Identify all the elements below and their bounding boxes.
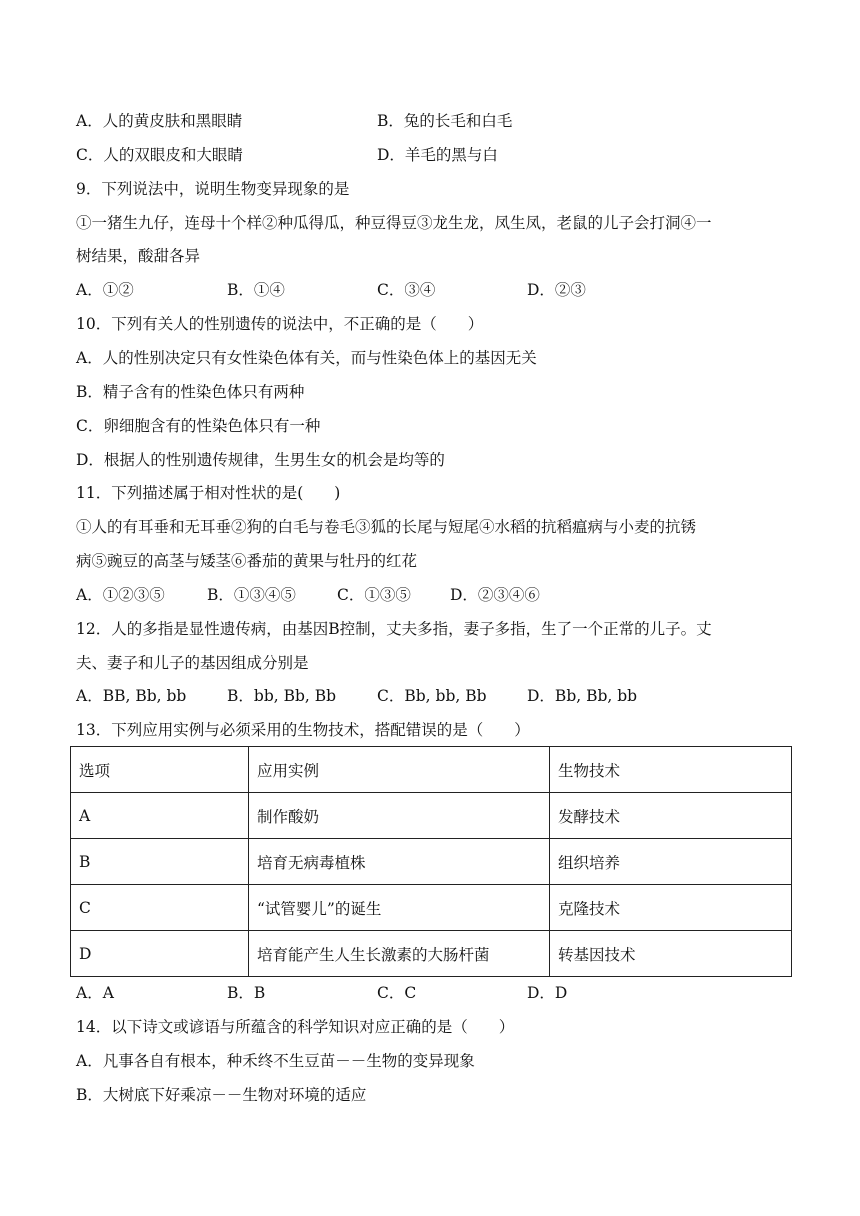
q12-option-b: B．bb, Bb, Bb	[227, 687, 337, 705]
q10-option-b: B．精子含有的性染色体只有两种	[76, 383, 305, 401]
q13-stem: 13．下列应用实例与必须采用的生物技术，搭配错误的是（ ）	[76, 721, 530, 739]
q8-option-a: A．人的黄皮肤和黑眼睛	[76, 112, 243, 130]
q9-option-b: B．①④	[227, 281, 285, 299]
table-cell-technique: 发酵技术	[550, 793, 792, 839]
q14-stem: 14．以下诗文或谚语与所蕴含的科学知识对应正确的是（ ）	[76, 1018, 515, 1036]
q9-option-c: C．③④	[377, 281, 436, 299]
table-header-cell: 应用实例	[249, 747, 550, 793]
q8-option-c: C．人的双眼皮和大眼睛	[76, 146, 243, 164]
q13-option-d: D．D	[527, 984, 568, 1002]
q11-option-a: A．①②③⑤	[76, 586, 165, 604]
q9-option-a: A．①②	[76, 281, 134, 299]
q13-option-b: B．B	[227, 984, 266, 1002]
q12-option-c: C．Bb, bb, Bb	[377, 687, 487, 705]
table-header-row	[71, 747, 792, 793]
q10-option-c: C．卵细胞含有的性染色体只有一种	[76, 417, 321, 435]
table-cell-technique: 转基因技术	[550, 931, 792, 977]
q9-option-d: D．②③	[527, 281, 586, 299]
table-row	[71, 793, 792, 839]
table-row	[71, 839, 792, 885]
q9-statements-line1: ①一猪生九仔，连母十个样②种瓜得瓜，种豆得豆③龙生龙，凤生凤，老鼠的儿子会打洞④一	[76, 214, 712, 232]
table-cell-option: A	[71, 793, 249, 839]
table-cell-option: B	[71, 839, 249, 885]
q13-table	[70, 746, 792, 977]
q12-stem-line1: 12．人的多指是显性遗传病，由基因B控制，丈夫多指，妻子多指，生了一个正常的儿子。丈	[76, 620, 712, 638]
q13-option-a: A．A	[76, 984, 114, 1002]
table-cell-example: 培育能产生人生长激素的大肠杆菌	[249, 931, 550, 977]
q11-option-c: C．①③⑤	[337, 586, 411, 604]
q8-option-b: B．兔的长毛和白毛	[377, 112, 513, 130]
q12-option-d: D．Bb, Bb, bb	[527, 687, 638, 705]
q11-option-b: B．①③④⑤	[207, 586, 296, 604]
table-header-cell: 选项	[71, 747, 249, 793]
table-row	[71, 885, 792, 931]
table-cell-technique: 组织培养	[550, 839, 792, 885]
q14-option-b: B．大树底下好乘凉－－生物对环境的适应	[76, 1086, 367, 1104]
q8-option-d: D．羊毛的黑与白	[377, 146, 498, 164]
table-cell-option: C	[71, 885, 249, 931]
q10-option-a: A．人的性别决定只有女性染色体有关，而与性染色体上的基因无关	[76, 349, 537, 367]
table-header-cell: 生物技术	[550, 747, 792, 793]
q11-option-d: D．②③④⑥	[450, 586, 540, 604]
q14-option-a: A．凡事各自有根本，种禾终不生豆苗－－生物的变异现象	[76, 1052, 475, 1070]
table-cell-example: 制作酸奶	[249, 793, 550, 839]
q11-stem: 11．下列描述属于相对性状的是( )	[76, 484, 341, 502]
q12-stem-line2: 夫、妻子和儿子的基因组成分别是	[76, 654, 309, 672]
q9-statements-line2: 树结果，酸甜各异	[76, 247, 201, 265]
q11-statements-line2: 病⑤豌豆的高茎与矮茎⑥番茄的黄果与牡丹的红花	[76, 552, 418, 570]
table-cell-technique: 克隆技术	[550, 885, 792, 931]
q13-option-c: C．C	[377, 984, 417, 1002]
q10-stem: 10．下列有关人的性别遗传的说法中，不正确的是（ ）	[76, 315, 484, 333]
q9-stem: 9．下列说法中，说明生物变异现象的是	[76, 180, 350, 198]
q12-option-a: A．BB, Bb, bb	[76, 687, 187, 705]
table-cell-example: “试管婴儿”的诞生	[249, 885, 550, 931]
q11-statements-line1: ①人的有耳垂和无耳垂②狗的白毛与卷毛③狐的长尾与短尾④水稻的抗稻瘟病与小麦的抗锈	[76, 518, 697, 536]
table-cell-example: 培育无病毒植株	[249, 839, 550, 885]
table-row	[71, 931, 792, 977]
table-cell-option: D	[71, 931, 249, 977]
q10-option-d: D．根据人的性别遗传规律，生男生女的机会是均等的	[76, 451, 445, 469]
